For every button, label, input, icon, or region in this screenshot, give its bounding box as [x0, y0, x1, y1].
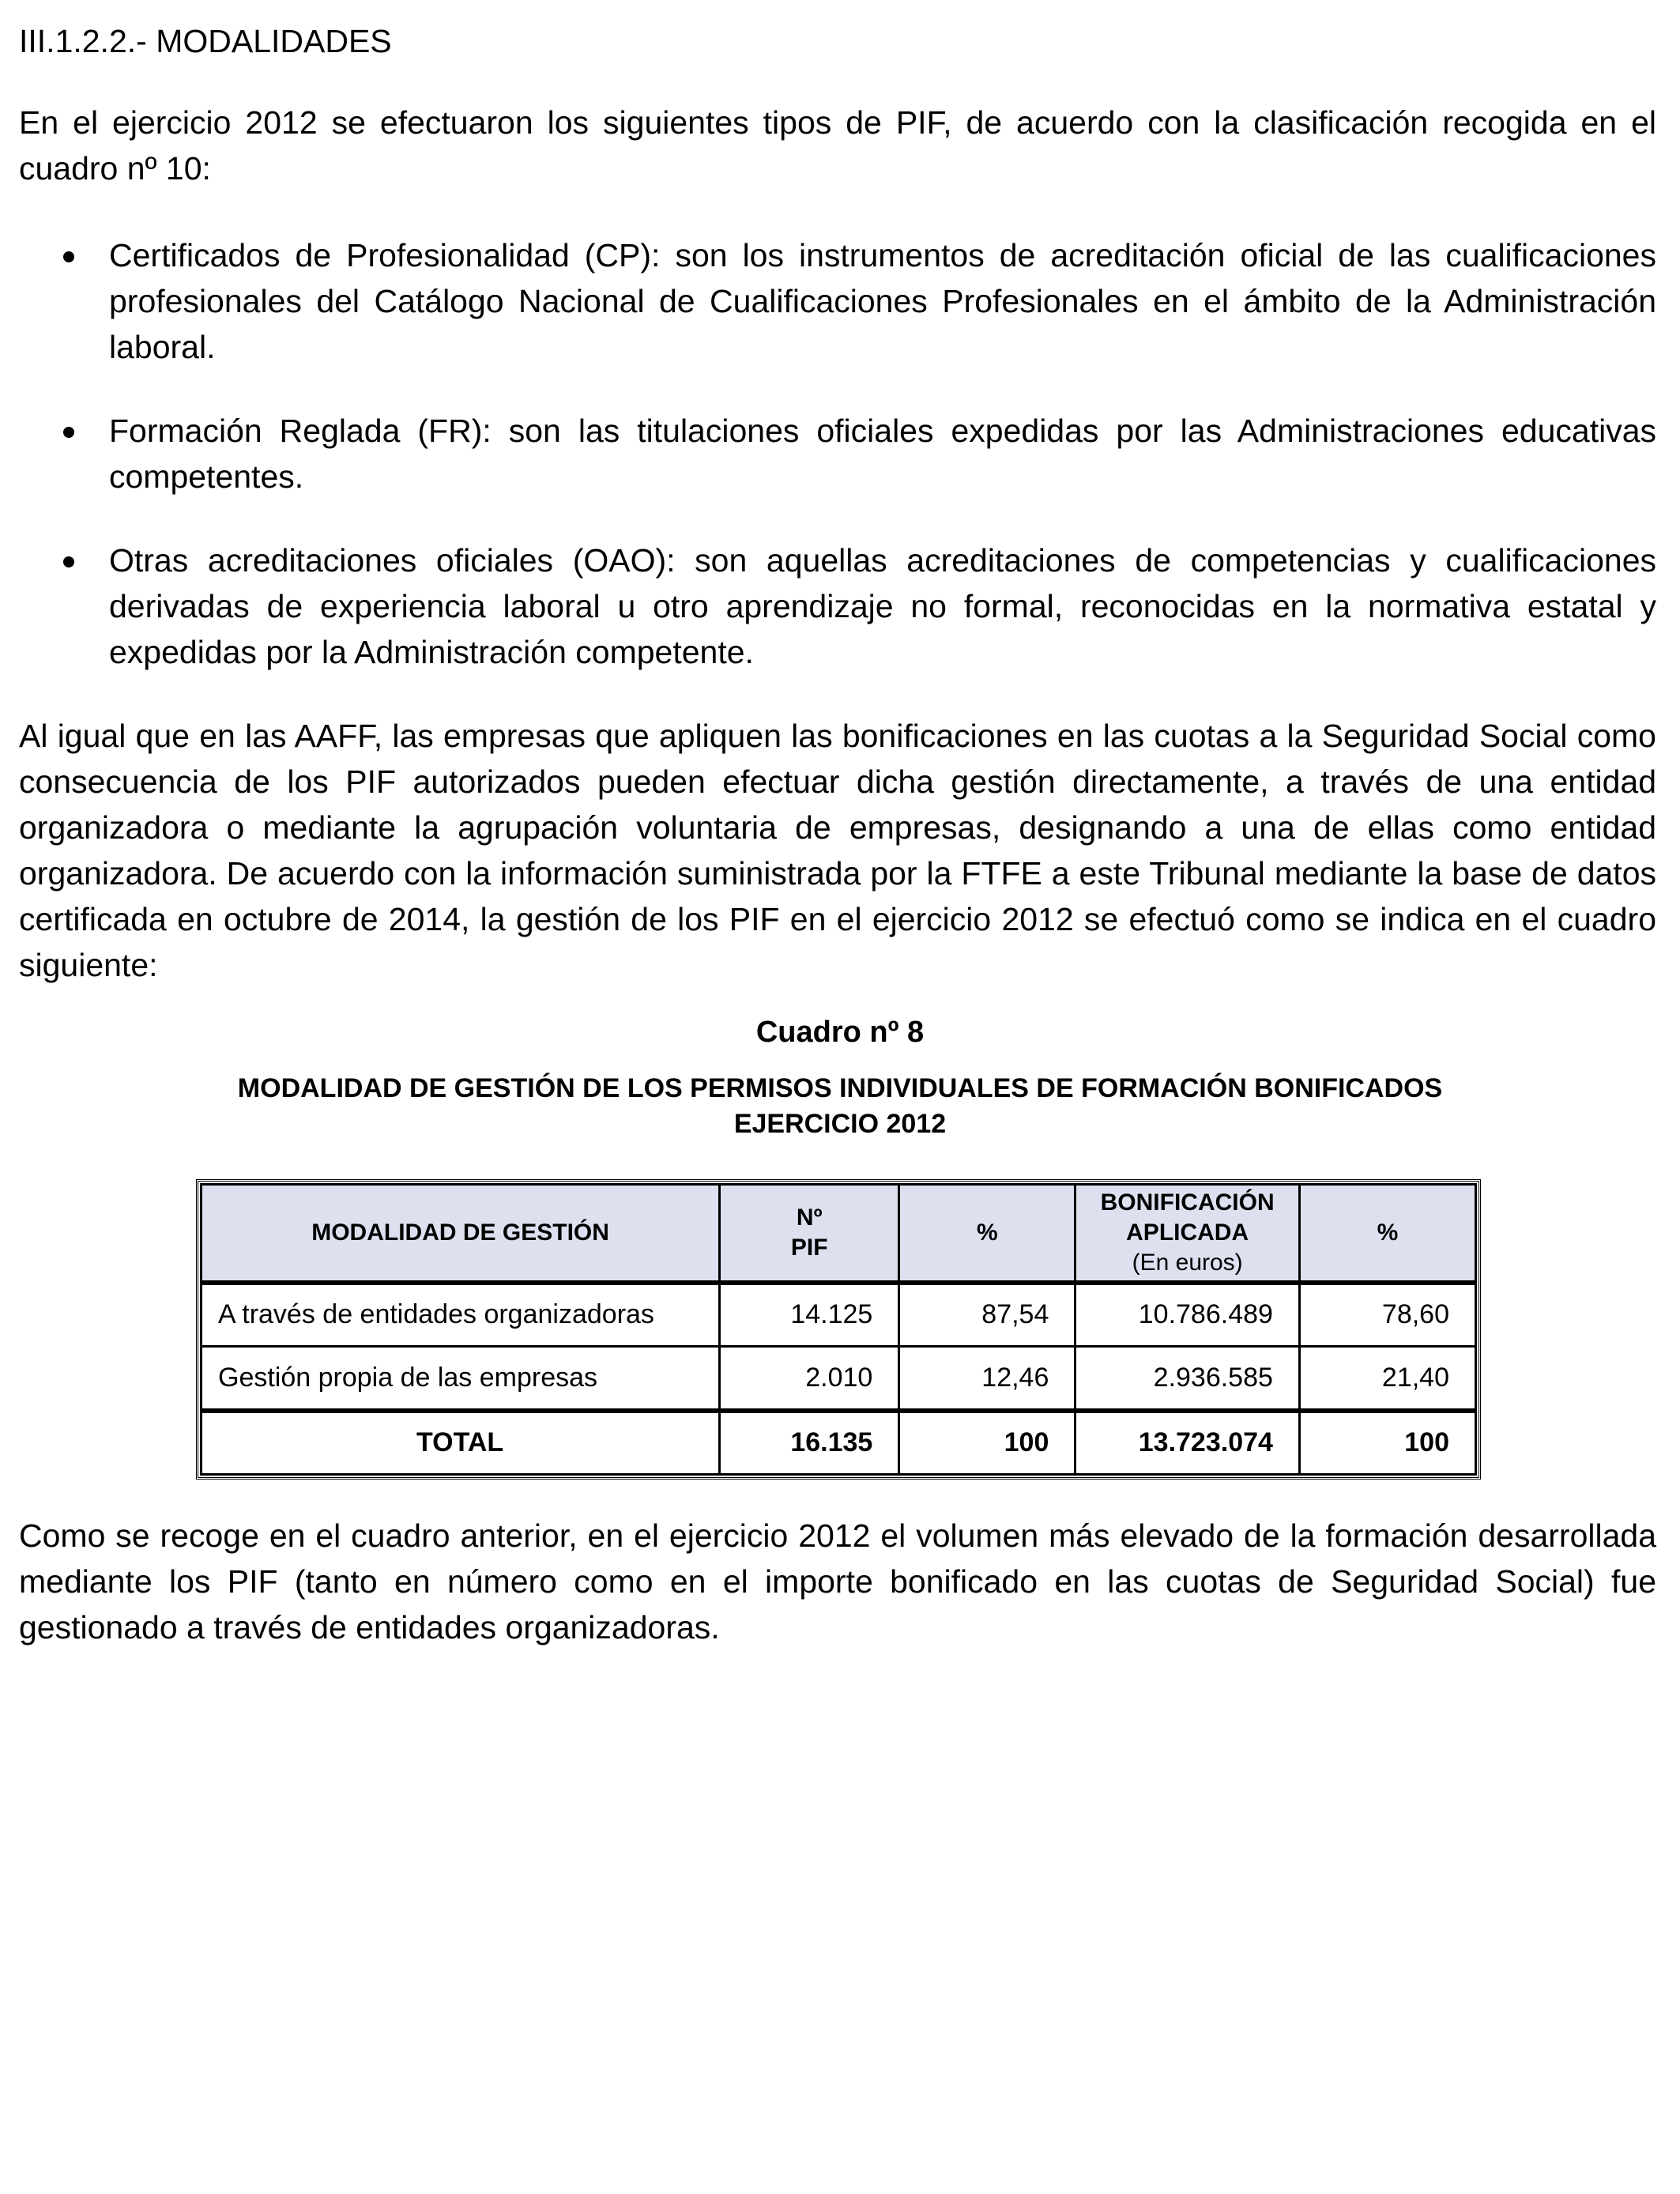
data-table — [200, 1183, 1477, 1476]
table-row — [202, 1283, 1476, 1347]
intro-paragraph: En el ejercicio 2012 se efectuaron los siguientes tipos de PIF, de acuerdo con la clasificación recogida en el cuadro nº 10: — [19, 104, 1656, 187]
cell-n-pif: 2.010 — [720, 1347, 899, 1411]
cell-pct-pif: 12,46 — [899, 1347, 1075, 1411]
header-modalidad: MODALIDAD DE GESTIÓN — [202, 1185, 720, 1283]
cell-total-label: TOTAL — [202, 1411, 720, 1475]
data-table-frame — [196, 1179, 1481, 1480]
cell-bonificacion: 10.786.489 — [1075, 1283, 1300, 1347]
header-pct-pif: % — [899, 1185, 1075, 1283]
bullet-icon — [63, 251, 74, 262]
table-title-line-2: EJERCICIO 2012 — [733, 1109, 947, 1139]
table-header-row — [202, 1185, 1476, 1283]
bullet-text: Otras acreditaciones oficiales (OAO): son aquellas acreditaciones de competencias y cualificaciones derivadas de experiencia laboral u otro aprendizaje no formal, reconocidas en la normativa estatal y expedidas por la Administración competente. — [109, 542, 1656, 670]
cell-total-n-pif: 16.135 — [720, 1411, 899, 1475]
header-bonif-line-1: BONIFICACIÓN — [1100, 1189, 1275, 1216]
header-bonif-line-2: APLICADA — [1126, 1219, 1249, 1246]
cell-n-pif: 14.125 — [720, 1283, 899, 1347]
table-row — [202, 1347, 1476, 1411]
cell-pct-pif: 87,54 — [899, 1283, 1075, 1347]
table-total-row — [202, 1411, 1476, 1475]
cuadro-number: Cuadro nº 8 — [755, 1016, 925, 1049]
conclusion-paragraph: Como se recoge en el cuadro anterior, en el ejercicio 2012 el volumen más elevado de la formación desarrollada mediante los PIF (tanto en número como en el importe bonificado en las cuotas de Seguridad Social) fue gestionado a través de entidades organizadoras. — [19, 1517, 1656, 1646]
cell-bonificacion: 2.936.585 — [1075, 1347, 1300, 1411]
header-n-pif-line-1: Nº — [796, 1204, 823, 1231]
section-heading: III.1.2.2.- MODALIDADES — [19, 23, 392, 59]
body-paragraph: Al igual que en las AAFF, las empresas que apliquen las bonificaciones en las cuotas a la Seguridad Social como consecuencia de los PIF autorizados pueden efectuar dicha gestión directamente, a través de una entidad organizadora o mediante la agrupación voluntaria de empresas, designando a una de ellas como entidad organizadora. De acuerdo con la información suministrada por la FTFE a este Tribunal mediante la base de datos certificada en octubre de 2014, la gestión de los PIF en el ejercicio 2012 se efectuó como se indica en el cuadro siguiente: — [19, 718, 1656, 983]
cell-pct-bonif: 21,40 — [1299, 1347, 1475, 1411]
cell-total-bonificacion: 13.723.074 — [1075, 1411, 1300, 1475]
bullet-icon — [63, 427, 74, 438]
bullet-text: Formación Reglada (FR): son las titulaciones oficiales expedidas por las Administraciones educativas competentes. — [109, 413, 1656, 495]
cell-pct-bonif: 78,60 — [1299, 1283, 1475, 1347]
table-title-line-1: MODALIDAD DE GESTIÓN DE LOS PERMISOS INDIVIDUALES DE FORMACIÓN BONIFICADOS — [237, 1073, 1443, 1103]
header-n-pif — [720, 1185, 899, 1283]
header-bonif-line-3: (En euros) — [1132, 1249, 1243, 1276]
header-bonificacion — [1075, 1185, 1300, 1283]
cell-total-pct-pif: 100 — [899, 1411, 1075, 1475]
bullet-text: Certificados de Profesionalidad (CP): son los instrumentos de acreditación oficial de las cualificaciones profesionales del Catálogo Nacional de Cualificaciones Profesionales en el ámbito de la Administración laboral. — [109, 237, 1656, 365]
cell-modalidad: Gestión propia de las empresas — [202, 1347, 720, 1411]
cell-modalidad: A través de entidades organizadoras — [202, 1283, 720, 1347]
cell-total-pct-bonif: 100 — [1299, 1411, 1475, 1475]
bullet-icon — [63, 556, 74, 567]
header-n-pif-line-2: PIF — [790, 1234, 828, 1261]
table-title — [0, 1071, 1680, 1142]
header-pct-bonif: % — [1299, 1185, 1475, 1283]
